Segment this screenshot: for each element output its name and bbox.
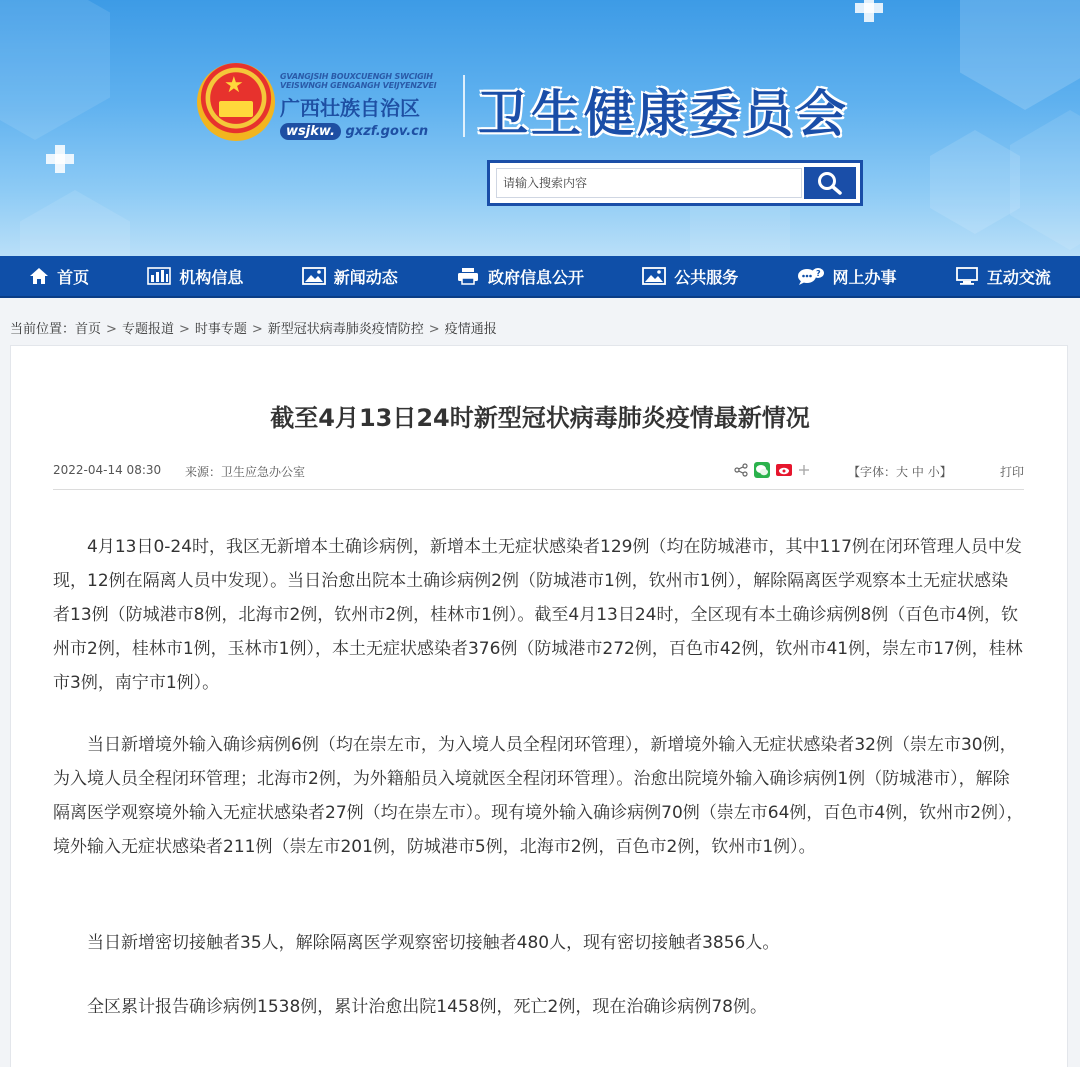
nav-label: 新闻动态 (333, 267, 398, 287)
region-name: 广西壮族自治区 (280, 96, 420, 120)
logo-pinyin-line: VEISWNGH GENGANGH VEIJYENZVEI (280, 81, 437, 90)
decor-hexagon (1010, 110, 1080, 250)
article-source: 来源：卫生应急办公室 (185, 465, 306, 479)
svg-text:?: ? (815, 269, 821, 278)
breadcrumb-link-special-reports[interactable]: 专题报道 (121, 322, 174, 337)
share-bar (734, 462, 810, 478)
nav-label: 网上办事 (832, 267, 897, 287)
search-button[interactable] (804, 167, 856, 199)
article-title: 截至4月13日24时新型冠状病毒肺炎疫情最新情况 (270, 404, 810, 432)
domain-suffix: gxzf.gov.cn (345, 124, 429, 139)
breadcrumb-separator: > (428, 322, 440, 337)
decor-plus-icon (46, 145, 74, 173)
bar-chart-icon (147, 267, 171, 285)
nav-news[interactable] (294, 255, 406, 297)
wechat-icon[interactable] (754, 462, 770, 478)
nav-public-service[interactable] (634, 255, 746, 297)
weibo-icon[interactable] (776, 464, 792, 476)
breadcrumb-prefix: 当前位置： (10, 322, 76, 337)
nav-interaction[interactable] (947, 255, 1059, 297)
breadcrumb-link-covid-prevention[interactable]: 新型冠状病毒肺炎疫情防控 (267, 322, 424, 337)
nav-label: 首页 (57, 267, 90, 287)
printer-icon (456, 267, 480, 285)
plus-icon[interactable] (798, 464, 810, 476)
font-size-large[interactable]: 大 (896, 465, 909, 479)
nav-label: 机构信息 (179, 267, 244, 287)
decor-hexagon (960, 0, 1080, 110)
nav-home[interactable] (21, 255, 97, 297)
nav-online-service[interactable] (789, 255, 905, 297)
nav-label: 政府信息公开 (487, 267, 584, 287)
logo-pinyin-line: GVANGJSIH BOUXCUENGH SWCIGIH (280, 72, 433, 81)
decor-hexagon (20, 190, 130, 256)
breadcrumb-link-epidemic-bulletin[interactable]: 疫情通报 (444, 322, 497, 337)
search-input[interactable] (496, 168, 802, 198)
nav-label: 公共服务 (674, 267, 739, 287)
decor-hexagon (0, 0, 110, 140)
article-paragraph: 当日新增境外输入确诊病例6例（均在崇左市，为入境人员全程闭环管理），新增境外输入无症状感染者32例（崇左市30例，为入境人员全程闭环管理；北海市2例，为外籍船员入境就医全程闭环管理）。治愈出院境外输入确诊病例1例（防城港市），解除隔离医学观察境外输入无症状感染者27例（均在崇左市）。现有境外输入确诊病例70例（崇左市64例，百色市4例，钦州市2例），境外输入无症状感染者211例（崇左市201例，防城港市5例，北海市2例，百色市2例，钦州市1例）。 (53, 735, 1024, 857)
article-paragraph: 当日新增密切接触者35人，解除隔离医学观察密切接触者480人，现有密切接触者3856人。 (87, 933, 780, 953)
nav-gov-info[interactable] (448, 255, 592, 297)
picture-icon (642, 267, 666, 285)
breadcrumb-link-current-topics[interactable]: 时事专题 (194, 322, 247, 337)
monitor-icon (955, 267, 979, 285)
meta-divider (53, 489, 1024, 490)
publish-date: 2022-04-14 08:30 (53, 463, 162, 477)
article-meta (53, 463, 1024, 481)
nav-organization[interactable] (139, 255, 251, 297)
font-size-label-open: 【字体： (848, 465, 897, 479)
breadcrumb-separator: > (251, 322, 263, 337)
image-icon (302, 267, 326, 285)
share-icon[interactable] (734, 463, 748, 477)
magnifier-icon (817, 171, 843, 195)
search-box (487, 160, 863, 206)
font-size-control (848, 463, 952, 480)
article-paragraph: 全区累计报告确诊病例1538例，累计治愈出院1458例，死亡2例，现在治确诊病例78例。 (87, 997, 767, 1017)
logo-divider (463, 75, 465, 137)
site-domain (280, 124, 458, 139)
decor-plus-icon (855, 0, 883, 22)
breadcrumb-separator: > (106, 322, 117, 337)
breadcrumb-link-home[interactable]: 首页 (75, 322, 102, 337)
chat-icon (797, 267, 825, 285)
domain-prefix: wsjkw. (280, 123, 341, 140)
article-paragraph: 4月13日0-24时，我区无新增本土确诊病例，新增本土无症状感染者129例（均在防城港市，其中117例在闭环管理人员中发现，12例在隔离人员中发现）。当日治愈出院本土确诊病例2例（防城港市1例，钦州市1例），解除隔离医学观察本土无症状感染者13例（防城港市8例，北海市2例，钦州市2例，桂林市1例）。截至4月13日24时，全区现有本土确诊病例8例（百色市4例，钦州市2例，桂林市1例，玉林市1例），本土无症状感染者376例（防城港市272例，百色市42例，钦州市41例，崇左市17例，桂林市3例，南宁市1例）。 (53, 537, 1023, 693)
font-size-label-close: 】 (939, 465, 952, 479)
font-size-small[interactable]: 小 (927, 465, 940, 479)
home-icon (29, 267, 49, 285)
star-icon: ★ (224, 73, 244, 98)
breadcrumb (10, 318, 497, 337)
decor-hexagon (930, 130, 1020, 234)
site-title[interactable]: 卫生健康委员会 (478, 84, 849, 143)
header-banner (0, 0, 1080, 256)
main-nav (0, 256, 1080, 298)
gate-shape (219, 101, 253, 117)
site-logo[interactable] (280, 72, 458, 139)
breadcrumb-separator: > (178, 322, 190, 337)
font-size-medium[interactable]: 中 (911, 465, 924, 479)
national-emblem-icon[interactable] (197, 63, 275, 141)
nav-label: 互动交流 (986, 267, 1051, 287)
print-button[interactable]: 打印 (999, 465, 1024, 479)
